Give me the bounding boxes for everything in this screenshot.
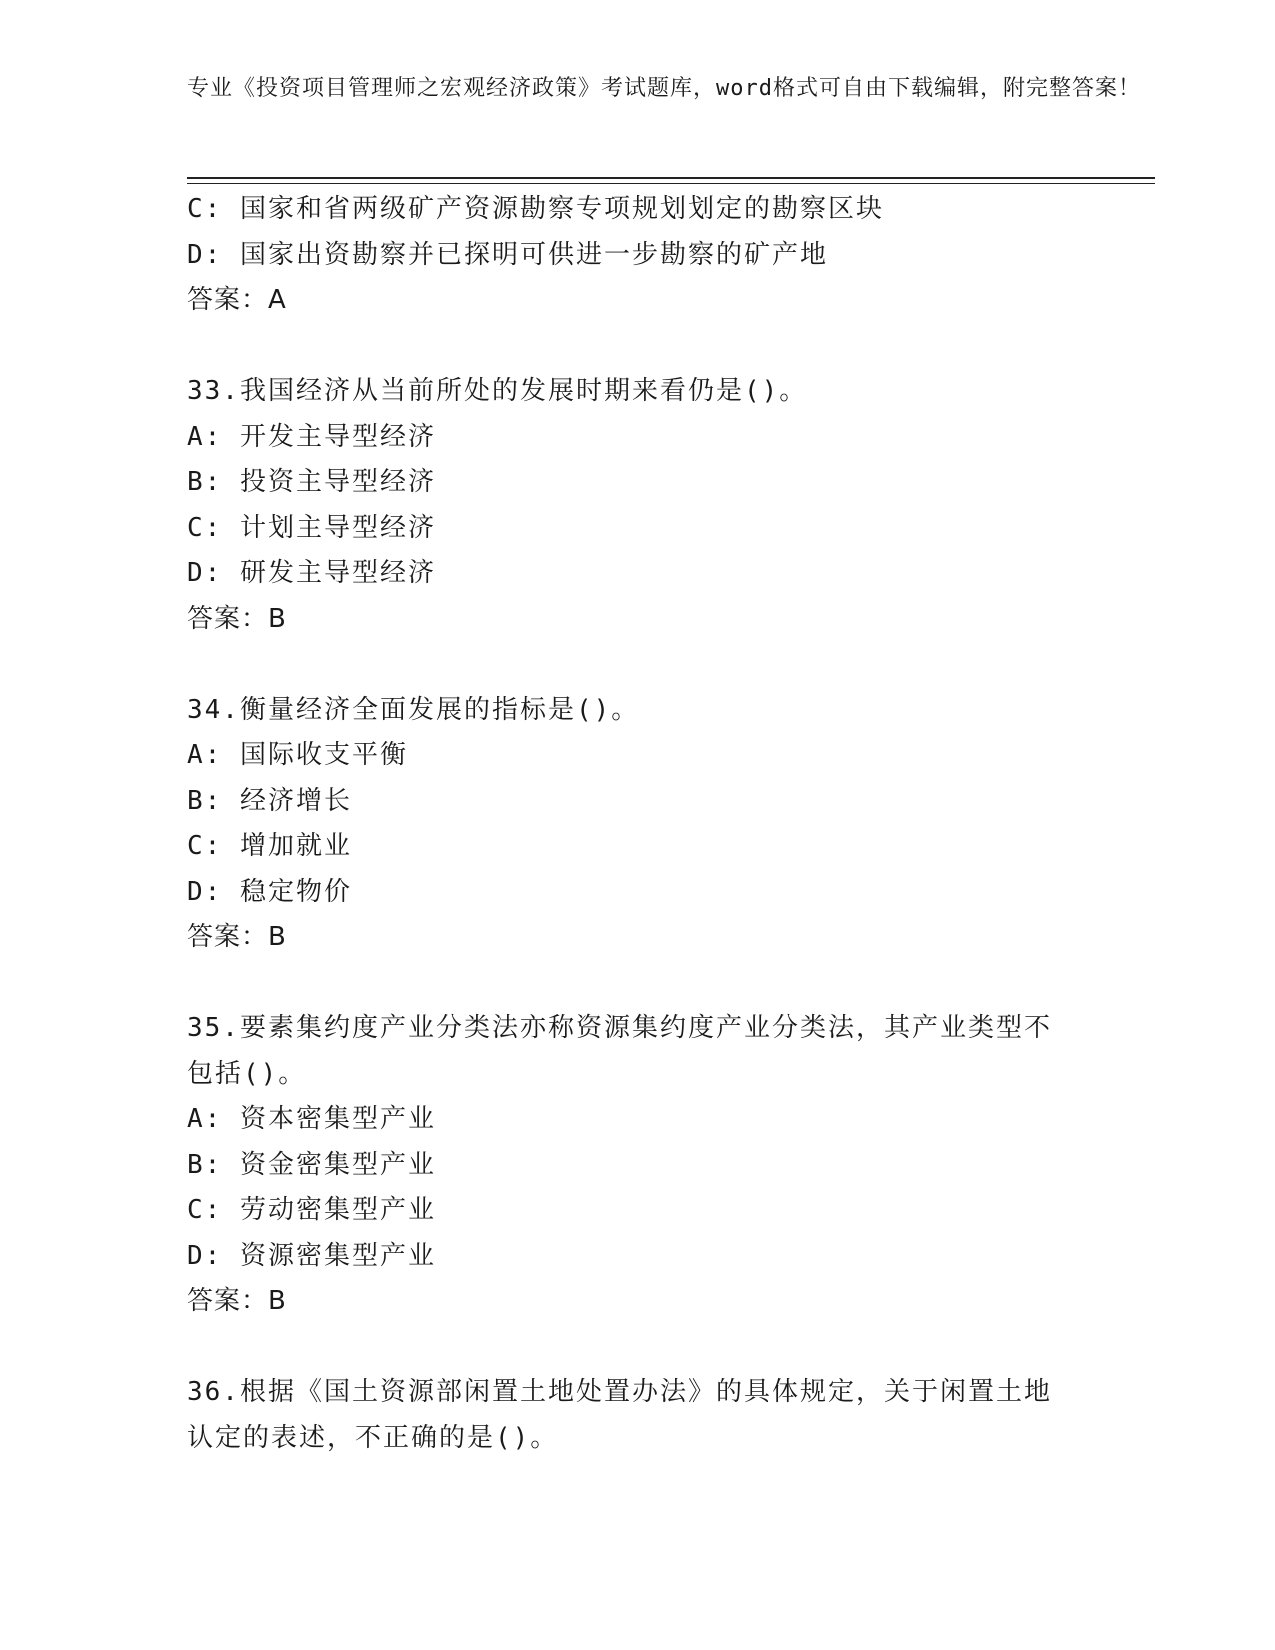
header-divider-thick [187, 177, 1155, 179]
header-divider-thin [187, 183, 1155, 184]
question-32-continued [187, 187, 1087, 324]
option-c: C: 计划主导型经济 [187, 512, 436, 543]
option-b: B: 经济增长 [187, 785, 352, 816]
question-stem: 34.衡量经济全面发展的指标是()。 [187, 694, 640, 725]
option-b: B: 投资主导型经济 [187, 467, 436, 497]
question-stem: 36.根据《国土资源部闲置土地处置办法》的具体规定，关于闲置土地认定的表述，不正确的是()。 [187, 1377, 1052, 1453]
option-c: C: 增加就业 [187, 831, 352, 861]
answer-line: 答案：B [187, 603, 287, 634]
question-33 [187, 369, 1087, 642]
option-d: D: 稳定物价 [187, 876, 352, 907]
question-34 [187, 688, 1087, 961]
option-d: D: 资源密集型产业 [187, 1240, 436, 1271]
question-stem: 35.要素集约度产业分类法亦称资源集约度产业分类法，其产业类型不包括()。 [187, 1013, 1052, 1089]
option-c: C: 国家和省两级矿产资源勘察专项规划划定的勘察区块 [187, 194, 884, 224]
answer-line: 答案：B [187, 922, 287, 952]
option-a: A: 国际收支平衡 [187, 740, 408, 770]
option-a: A: 开发主导型经济 [187, 421, 436, 452]
option-c: C: 劳动密集型产业 [187, 1195, 436, 1225]
question-stem: 33.我国经济从当前所处的发展时期来看仍是()。 [187, 376, 808, 406]
document-header [187, 72, 1147, 105]
question-list [187, 187, 1087, 1461]
header-intro-text: 专业《投资项目管理师之宏观经济政策》考试题库，word格式可自由下载编辑，附完整答案！ [187, 76, 1141, 101]
option-a: A: 资本密集型产业 [187, 1104, 436, 1134]
question-35 [187, 1006, 1087, 1325]
option-d: D: 国家出资勘察并已探明可供进一步勘察的矿产地 [187, 239, 828, 270]
option-d: D: 研发主导型经济 [187, 558, 436, 588]
answer-line: 答案：B [187, 1286, 287, 1316]
option-b: B: 资金密集型产业 [187, 1149, 436, 1180]
answer-line: 答案：A [187, 285, 287, 315]
question-36 [187, 1370, 1087, 1461]
